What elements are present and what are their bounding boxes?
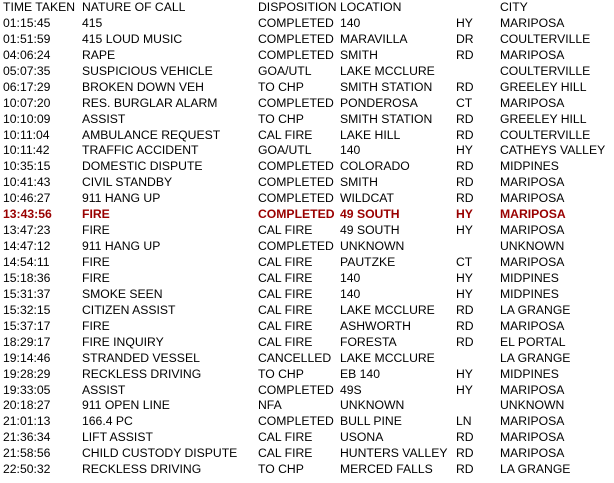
cell-suffix: DR [456,31,474,46]
cell-disposition: CAL FIRE [258,127,313,142]
cell-city: MARIPOSA [500,446,565,461]
cell-time: 13:43:56 [3,207,52,222]
cell-suffix: RD [456,302,474,317]
cell-location: FORESTA [340,334,397,349]
cell-disposition: COMPLETED [258,207,335,222]
cell-location: 49 SOUTH [340,207,400,222]
cell-suffix: RD [456,127,474,142]
cell-city: MARIPOSA [500,207,566,222]
cell-disposition: CANCELLED [258,350,332,365]
cell-location: LAKE HILL [340,127,401,142]
cell-location: EB 140 [340,366,380,381]
cell-disposition: GOA/UTL [258,63,312,78]
cell-disposition: TO CHP [258,111,304,126]
cell-location: MERCED FALLS [340,462,433,477]
cell-nature: LIFT ASSIST [82,430,153,445]
cell-disposition: COMPLETED [258,15,334,30]
cell-nature: 415 [82,15,103,30]
cell-nature: FIRE [82,270,110,285]
header-disposition: DISPOSITION [258,0,337,14]
cell-disposition: CAL FIRE [258,430,313,445]
cell-time: 21:36:34 [3,430,51,445]
cell-nature: DOMESTIC DISPUTE [82,159,203,174]
cell-suffix: HY [456,286,473,301]
cell-suffix: RD [456,79,474,94]
cell-time: 10:46:27 [3,191,51,206]
cell-disposition: CAL FIRE [258,270,313,285]
cell-disposition: TO CHP [258,79,304,94]
cell-location: LAKE MCCLURE [340,302,435,317]
cell-time: 18:29:17 [3,334,51,349]
cell-nature: 415 LOUD MUSIC [82,31,183,46]
cell-disposition: COMPLETED [258,414,334,429]
cell-suffix: HY [456,366,473,381]
cell-disposition: CAL FIRE [258,286,313,301]
cell-location: UNKNOWN [340,239,405,254]
cell-location: 140 [340,286,361,301]
cell-location: 140 [340,270,361,285]
cell-location: UNKNOWN [340,398,405,413]
cell-nature: STRANDED VESSEL [82,350,200,365]
cell-nature: CITIZEN ASSIST [82,302,176,317]
cell-nature: FIRE INQUIRY [82,334,164,349]
cell-suffix: HY [456,270,473,285]
cell-time: 20:18:27 [3,398,51,413]
cell-disposition: COMPLETED [258,175,334,190]
cell-location: ASHWORTH [340,318,411,333]
cell-city: GREELEY HILL [500,111,587,126]
cell-time: 04:06:24 [3,47,51,62]
cell-location: LAKE MCCLURE [340,63,435,78]
header-location: LOCATION [340,0,402,14]
cell-suffix: HY [456,15,473,30]
cell-disposition: CAL FIRE [258,318,313,333]
cell-time: 10:11:42 [3,143,50,158]
cell-nature: 166.4 PC [82,414,133,429]
cell-nature: TRAFFIC ACCIDENT [82,143,199,158]
cell-suffix: HY [456,382,473,397]
cell-disposition: GOA/UTL [258,143,312,158]
cell-location: 49S [340,382,362,397]
cell-time: 14:47:12 [3,239,51,254]
cell-suffix: CT [456,255,473,269]
cell-time: 21:58:56 [3,446,51,461]
cell-city: UNKNOWN [500,239,565,254]
cell-city: MARIPOSA [500,318,565,333]
cell-disposition: CAL FIRE [258,255,313,269]
cell-city: CATHEYS VALLEY [500,143,606,158]
cell-time: 15:18:36 [3,270,51,285]
cell-nature: FIRE [82,255,110,269]
cell-nature: CIVIL STANDBY [82,175,173,190]
cell-nature: FIRE [82,318,110,333]
cell-time: 05:07:35 [3,63,51,78]
cell-disposition: TO CHP [258,462,304,477]
cell-time: 19:14:46 [3,350,51,365]
cell-time: 19:33:05 [3,382,51,397]
cell-time: 10:41:43 [3,175,51,190]
cell-disposition: COMPLETED [258,95,334,110]
cell-time: 15:32:15 [3,302,51,317]
cell-suffix: RD [456,462,474,477]
cell-city: LA GRANGE [500,462,571,477]
cell-location: LAKE MCCLURE [340,350,435,365]
cell-nature: ASSIST [82,382,126,397]
cell-location: COLORADO [340,159,410,174]
cell-city: MARIPOSA [500,191,565,206]
cell-time: 06:17:29 [3,79,51,94]
cell-location: USONA [340,430,384,445]
cell-suffix: RD [456,111,474,126]
cell-location: SMITH [340,175,378,190]
cell-disposition: CAL FIRE [258,223,313,238]
cell-suffix: HY [456,207,473,222]
cell-disposition: NFA [258,398,282,413]
cell-city: MARIPOSA [500,223,565,238]
cell-nature: BROKEN DOWN VEH [82,79,204,94]
cell-time: 10:07:20 [3,95,51,110]
cell-nature: FIRE [82,207,110,222]
cell-city: LA GRANGE [500,350,571,365]
cell-location: 140 [340,143,361,158]
cell-time: 01:51:59 [3,31,51,46]
cell-disposition: CAL FIRE [258,446,313,461]
cell-city: MARIPOSA [500,95,565,110]
cell-city: COULTERVILLE [500,31,591,46]
cell-disposition: COMPLETED [258,382,334,397]
cell-disposition: COMPLETED [258,239,334,254]
header-nature: NATURE OF CALL [82,0,186,14]
cell-city: LA GRANGE [500,302,571,317]
cell-city: MIDPINES [500,159,559,174]
cell-suffix: CT [456,95,473,110]
cell-time: 01:15:45 [3,15,51,30]
cell-nature: FIRE [82,223,110,238]
cell-city: MARIPOSA [500,15,565,30]
cell-city: MARIPOSA [500,47,565,62]
cell-city: MIDPINES [500,366,559,381]
cell-time: 10:10:09 [3,111,51,126]
header-city: CITY [500,0,528,14]
cell-location: PAUTZKE [340,255,396,269]
cell-time: 13:47:23 [3,223,51,238]
cell-nature: RECKLESS DRIVING [82,462,202,477]
cell-location: BULL PINE [340,414,402,429]
cell-suffix: RD [456,446,474,461]
cell-disposition: CAL FIRE [258,334,313,349]
cell-nature: 911 HANG UP [82,239,161,254]
cell-time: 10:35:15 [3,159,51,174]
cell-disposition: COMPLETED [258,159,334,174]
cell-time: 19:28:29 [3,366,51,381]
cell-suffix: RD [456,334,474,349]
cell-disposition: CAL FIRE [258,302,313,317]
cell-nature: 911 HANG UP [82,191,161,206]
cell-city: UNKNOWN [500,398,565,413]
cell-location: SMITH [340,47,378,62]
cell-city: COULTERVILLE [500,63,591,78]
cell-nature: 911 OPEN LINE [82,398,170,413]
cell-city: MARIPOSA [500,175,565,190]
cell-nature: SMOKE SEEN [82,286,163,301]
cell-city: EL PORTAL [500,334,566,349]
cell-city: MARIPOSA [500,255,565,269]
cell-city: GREELEY HILL [500,79,587,94]
cell-city: MARIPOSA [500,414,565,429]
header-time: TIME TAKEN [3,0,76,14]
cell-location: PONDEROSA [340,95,418,110]
cell-city: MIDPINES [500,286,559,301]
cell-city: MIDPINES [500,270,559,285]
cell-nature: CHILD CUSTODY DISPUTE [82,446,238,461]
cell-suffix: HY [456,143,473,158]
cell-nature: RECKLESS DRIVING [82,366,202,381]
cell-time: 10:11:04 [3,127,50,142]
cell-suffix: LN [456,414,472,429]
cell-nature: AMBULANCE REQUEST [82,127,221,142]
cell-location: HUNTERS VALLEY [340,446,448,461]
cell-city: MARIPOSA [500,382,565,397]
cell-nature: RAPE [82,47,116,62]
cell-location: 140 [340,15,361,30]
cell-location: SMITH STATION [340,111,433,126]
cell-disposition: TO CHP [258,366,304,381]
cell-location: MARAVILLA [340,31,408,46]
cell-suffix: RD [456,159,474,174]
cell-suffix: RD [456,175,474,190]
cell-location: 49 SOUTH [340,223,400,238]
cell-suffix: RD [456,191,474,206]
cell-suffix: HY [456,223,473,238]
cell-time: 21:01:13 [3,414,51,429]
cell-location: SMITH STATION [340,79,433,94]
cell-suffix: RD [456,318,474,333]
cell-city: MARIPOSA [500,430,565,445]
cell-time: 22:50:32 [3,462,51,477]
cell-suffix: RD [456,47,474,62]
cell-time: 15:37:17 [3,318,51,333]
cell-disposition: COMPLETED [258,47,334,62]
cell-disposition: COMPLETED [258,31,334,46]
cell-city: COULTERVILLE [500,127,591,142]
cell-location: WILDCAT [340,191,394,206]
cell-time: 14:54:11 [3,255,50,269]
cell-nature: ASSIST [82,111,126,126]
cell-disposition: COMPLETED [258,191,334,206]
cell-time: 15:31:37 [3,286,51,301]
cell-nature: SUSPICIOUS VEHICLE [82,63,213,78]
cell-suffix: RD [456,430,474,445]
cell-nature: RES. BURGLAR ALARM [82,95,218,110]
